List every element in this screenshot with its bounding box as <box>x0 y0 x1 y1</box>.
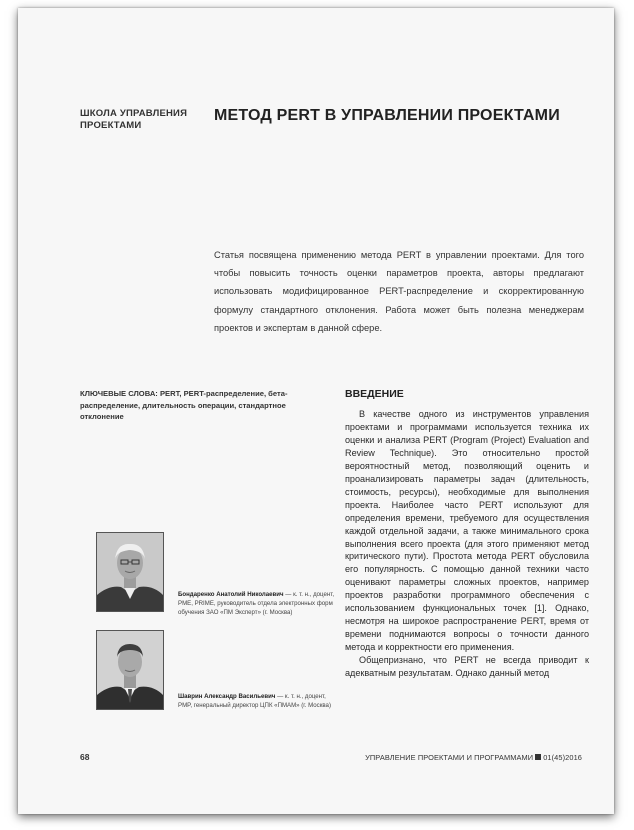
author-photo <box>96 532 164 612</box>
article-title: МЕТОД PERT В УПРАВЛЕНИИ ПРОЕКТАМИ <box>214 107 560 124</box>
keywords-label: КЛЮЧЕВЫЕ СЛОВА: <box>80 389 158 398</box>
author-photo <box>96 630 164 710</box>
body-paragraph: Общепризнано, что PERT не всегда приводит к адекватным результатам. Однако данный метод <box>345 655 589 679</box>
section-rubric: ШКОЛА УПРАВЛЕНИЯ ПРОЕКТАМИ <box>80 108 188 131</box>
journal-footer <box>365 753 582 762</box>
separator-square-icon <box>535 754 541 760</box>
keywords-text: PERT, PERT-распределение, бета-распределение, длительность операции, стандартное отклонение <box>80 389 288 421</box>
body-paragraph: В качестве одного из инструментов управления проектами и программами используется техника их оценки и анализа PERT (Program (Project) Evaluation and Review Technique). Это относительно простой вероятностный метод, позволяющий оценить и проанализировать параметры задач (длительность, стоимость, ресурсы), необходимые для выполнения проекта. Наиболее часто PERT используют для определения времени, требуемого для осуществления каждой отдельной задачи, а также минимального срока выполнения всего проекта (для этого применяют метод критического пути). Простота метода PERT обусловила его популярность. С помощью данной техники часто оценивают параметры сложных проектов, например проектов разработки программного обеспечения с использованием функциональных точек [1]. Однако, несмотря на широкое распространение PERT, время от времени поднимаются вопросы о точности данного метода и корректности его применения. <box>345 409 589 653</box>
page-number: 68 <box>80 752 90 762</box>
author-credit <box>178 590 338 618</box>
keywords-block <box>80 388 330 423</box>
author-name: Шаврин Александр Васильевич <box>178 693 276 700</box>
article-abstract: Статья посвящена применению метода PERT в управлении проектами. Для того чтобы повысить точность оценки параметров проекта, авторы предлагают использовать модифицированное PERT-распределение и скорректированную формулу стандартного отклонения. Работа может быть полезна менеджерам проектов и экспертам в данной сфере. <box>214 250 584 333</box>
author-details: — к. т. н., доцент, PME, PRIME, руководитель отдела электронных форм обучения ЗАО «ПМ Эксперт» (г. Москва) <box>178 591 335 617</box>
author-details: — к. т. н., доцент, PMP, генеральный директор ЦПК «ПМАМ» (г. Москва) <box>178 693 331 710</box>
article-body <box>345 408 589 680</box>
journal-page <box>18 8 614 814</box>
journal-name: УПРАВЛЕНИЕ ПРОЕКТАМИ И ПРОГРАММАМИ <box>365 753 534 762</box>
journal-issue: 01(45)2016 <box>543 753 582 762</box>
author-name: Бондаренко Анатолий Николаевич <box>178 591 284 598</box>
author-credit <box>178 692 338 710</box>
section-heading: ВВЕДЕНИЕ <box>345 388 404 400</box>
